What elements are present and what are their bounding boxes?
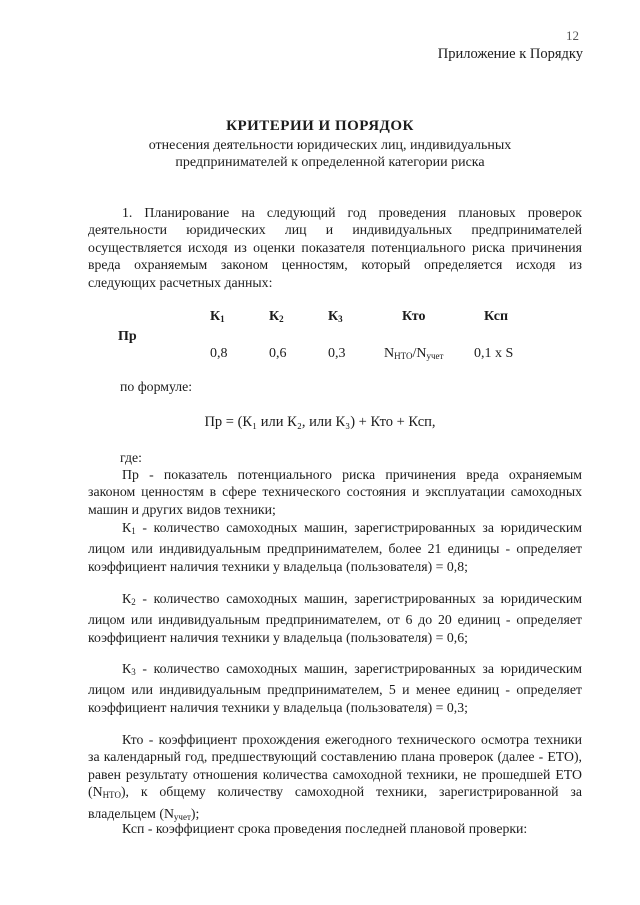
value-k3: 0,3 xyxy=(328,346,346,361)
header-ksp: Ксп xyxy=(484,309,509,324)
value-k2: 0,6 xyxy=(269,346,287,361)
value-ksp: 0,1 x S xyxy=(474,346,514,361)
header-kto: Кто xyxy=(402,309,426,324)
value-kto: $N_{НТО}/N_{учет}$ xyxy=(384,346,444,361)
definition-pr: Пр - показатель потенциального риска причинения вреда охраняемым законом ценностям в сфере технического состояния и эксплуатации самоходных машин и других видов техники; xyxy=(88,467,582,517)
formula: Пр = (К₁ или К₂, или К₃) + Кто + Ксп, xyxy=(204,414,436,430)
formula-label: по формуле: xyxy=(120,379,193,394)
intro-paragraph xyxy=(88,204,582,291)
header-k2: $К_2$ xyxy=(269,309,284,324)
appendix-label: Приложение к Порядку xyxy=(437,46,583,62)
header-k1: $К_1$ xyxy=(210,309,225,324)
row-label-pr: Пр xyxy=(118,329,137,344)
definition-k1: $К_1$ - количество самоходных машин, зарегистрированных за юридическим лицом или индивидуальным предпринимателем, более 21 единицы - определяет коэффициент наличия техники у владельца (пользователя) = 0,8; xyxy=(88,520,582,574)
coefficient-table xyxy=(112,309,572,371)
value-k1: 0,8 xyxy=(210,346,228,361)
intro-text: 1. Планирование на следующий год проведения плановых проверок деятельности юридических лиц и индивидуальных предпринимателей осуществляется исходя из оценки показателя потенциального риска причинения вреда охраняемым законом ценностям, который определяется исходя из следующих расчетных данных: xyxy=(88,205,582,290)
definition-k3: $К_3$ - количество самоходных машин, зарегистрированных за юридическим лицом или индивидуальным предпринимателем, 5 и менее единиц - определяет коэффициент наличия техники у владельца (пользователя) = 0,3; xyxy=(88,661,582,715)
definition-k2: $К_2$ - количество самоходных машин, зарегистрированных за юридическим лицом или индивидуальным предпринимателем, от 6 до 20 единиц - определяет коэффициент наличия техники у владельца (пользователя) = 0,6; xyxy=(88,591,582,645)
definition-kto: Кто - коэффициент прохождения ежегодного технического осмотра техники за календарный год, предшествующий составлению плана проверок (далее - ЕТО), равен результату отношения количества самоходной техники, не прошедшей ЕТО $(N_{НТО})$, к общему количеству самоходной техники, зарегистрированной за владельцем $(N_{учет})$; xyxy=(88,732,582,822)
document-title: КРИТЕРИИ И ПОРЯДОК xyxy=(226,118,414,134)
page-number: 12 xyxy=(566,28,579,43)
definition-ksp: Ксп - коэффициент срока проведения последней плановой проверки: xyxy=(122,821,528,836)
document-subtitle: отнесения деятельности юридических лиц, индивидуальных предпринимателей к определенной категории риска xyxy=(148,138,512,170)
where-label: где: xyxy=(120,450,142,465)
header-k3: $К_3$ xyxy=(328,309,343,324)
